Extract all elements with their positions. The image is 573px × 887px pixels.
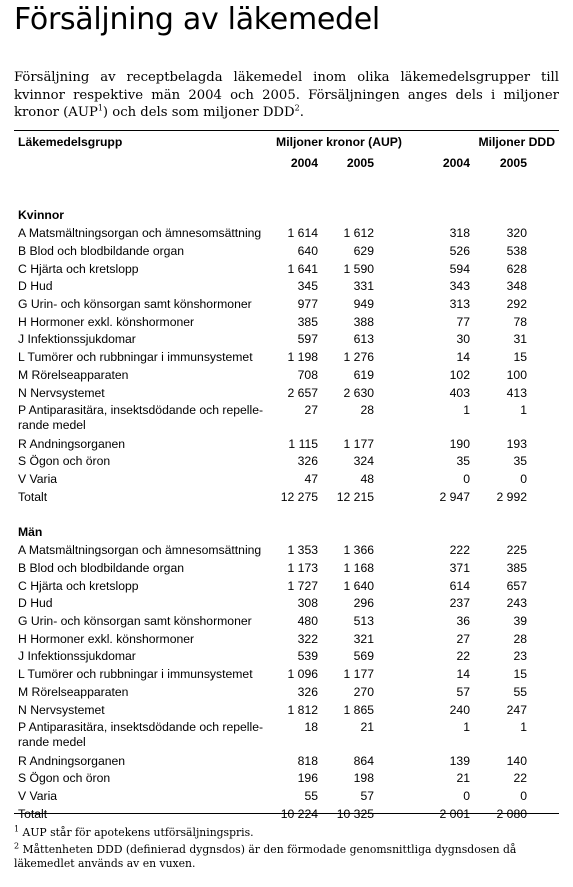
table-cell-ddd2005: 15 xyxy=(513,350,527,365)
table-cell-sek2004: 322 xyxy=(297,631,318,646)
row-group-label: C Hjärta och kretslopp xyxy=(18,261,139,276)
table-cell-sek2005: 1 168 xyxy=(343,560,374,575)
table-cell-ddd2004: 35 xyxy=(456,454,470,469)
table-cell-ddd2005: 193 xyxy=(506,436,527,451)
table-cell-sek2005: 21 xyxy=(360,720,374,735)
table-cell-ddd2005: 28 xyxy=(513,631,527,646)
row-group-label: A Matsmältningsorgan och ämnesomsättning xyxy=(18,543,262,558)
table-cell-ddd2005: 657 xyxy=(506,578,527,593)
row-group-label: N Nervsystemet xyxy=(18,702,105,717)
table-cell-ddd2004: 190 xyxy=(449,436,470,451)
table-cell-ddd2005: 538 xyxy=(506,243,527,258)
table-cell-ddd2005: 628 xyxy=(506,261,527,276)
total-cell-ddd2004: 2 001 xyxy=(439,806,470,821)
table-cell-sek2004: 640 xyxy=(297,243,318,258)
footnote-1 xyxy=(14,826,559,840)
row-group-label: G Urin- och könsorgan samt könshormoner xyxy=(18,297,252,311)
table-cell-sek2005: 1 366 xyxy=(343,543,374,558)
table-cell-ddd2004: 1 xyxy=(463,720,470,735)
row-group-label: C Hjärta och kretslopp xyxy=(18,578,139,593)
table-cell-ddd2005: 1 xyxy=(520,720,527,735)
table-cell-ddd2004: 240 xyxy=(449,702,470,717)
row-group-label: B Blod och blodbildande organ xyxy=(18,560,185,575)
table-cell-sek2005: 388 xyxy=(353,314,374,329)
table-cell-sek2004: 1 614 xyxy=(287,226,318,241)
table-cell-ddd2005: 413 xyxy=(506,385,527,400)
total-cell-sek2004: 10 224 xyxy=(280,806,318,821)
table-cell-sek2004: 539 xyxy=(297,649,318,664)
table-cell-ddd2004: 371 xyxy=(449,560,470,575)
row-group-label: P Antiparasitära, insektsdödande och repelle-rande medel xyxy=(18,720,264,750)
table-cell-sek2005: 1 865 xyxy=(343,702,374,717)
table-cell-sek2004: 27 xyxy=(304,403,318,418)
table-cell-sek2005: 1 590 xyxy=(343,261,374,276)
table-cell-ddd2004: 1 xyxy=(463,403,470,418)
table-cell-sek2004: 1 727 xyxy=(287,578,318,593)
table-cell-sek2004: 1 353 xyxy=(287,543,318,558)
table-cell-sek2005: 198 xyxy=(353,771,374,786)
table-cell-sek2004: 1 173 xyxy=(287,560,318,575)
table-cell-sek2005: 1 612 xyxy=(343,226,374,241)
table-cell-ddd2004: 14 xyxy=(456,667,470,682)
table-cell-ddd2005: 35 xyxy=(513,454,527,469)
row-group-label: J Infektionssjukdomar xyxy=(18,332,136,347)
column-header-sek-2005: 2005 xyxy=(346,156,374,170)
table-cell-sek2004: 55 xyxy=(304,789,318,803)
table-cell-sek2004: 1 641 xyxy=(287,261,318,276)
row-group-label: D Hud xyxy=(18,596,53,611)
table-cell-ddd2004: 77 xyxy=(456,314,470,329)
row-group-label: H Hormoner exkl. könshormoner xyxy=(18,631,195,646)
table-cell-sek2004: 708 xyxy=(297,367,318,382)
table-cell-sek2005: 331 xyxy=(353,279,374,294)
table-cell-ddd2005: 22 xyxy=(513,771,527,786)
footnote-mark-1: 1 xyxy=(14,824,20,834)
table-cell-ddd2004: 22 xyxy=(456,649,470,664)
table-cell-ddd2004: 0 xyxy=(463,472,470,486)
table-cell-sek2004: 326 xyxy=(297,684,318,699)
row-group-label: V Varia xyxy=(18,472,58,486)
table-cell-ddd2004: 14 xyxy=(456,350,470,365)
table-cell-ddd2005: 320 xyxy=(506,226,527,241)
table-cell-sek2005: 864 xyxy=(353,753,374,768)
table-cell-ddd2004: 57 xyxy=(456,684,470,699)
table-cell-sek2005: 270 xyxy=(353,684,374,699)
table-cell-sek2004: 196 xyxy=(297,771,318,786)
table-cell-sek2004: 977 xyxy=(297,297,318,311)
table-cell-ddd2005: 385 xyxy=(506,560,527,575)
total-cell-ddd2005: 2 080 xyxy=(496,806,527,821)
table-cell-ddd2005: 1 xyxy=(520,403,527,418)
row-group-label: L Tumörer och rubbningar i immunsystemet xyxy=(18,667,253,682)
table-cell-sek2005: 629 xyxy=(353,243,374,258)
intro-text-2: ) och dels som miljoner DDD xyxy=(102,105,295,120)
table-cell-sek2004: 385 xyxy=(297,314,318,329)
table-cell-ddd2004: 313 xyxy=(449,297,470,311)
total-cell-sek2005: 12 215 xyxy=(336,489,374,504)
row-group-label: J Infektionssjukdomar xyxy=(18,649,136,664)
table-cell-ddd2004: 102 xyxy=(449,367,470,382)
footnote-mark-2: 2 xyxy=(14,841,20,851)
total-row-label: Totalt xyxy=(18,806,48,821)
row-group-label: H Hormoner exkl. könshormoner xyxy=(18,314,195,329)
table-cell-ddd2004: 526 xyxy=(449,243,470,258)
table-cell-ddd2004: 318 xyxy=(449,226,470,241)
row-group-label: V Varia xyxy=(18,789,58,803)
table-cell-ddd2005: 0 xyxy=(520,789,527,803)
table-cell-ddd2004: 403 xyxy=(449,385,470,400)
table-cell-ddd2005: 31 xyxy=(513,332,527,347)
table-cell-ddd2005: 78 xyxy=(513,314,527,329)
table-cell-ddd2005: 292 xyxy=(506,297,527,311)
intro-text-3: . xyxy=(299,105,304,120)
table-cell-ddd2004: 222 xyxy=(449,543,470,558)
row-group-label: S Ögon och öron xyxy=(18,454,111,469)
table-cell-ddd2005: 225 xyxy=(506,543,527,558)
footnote-ref-1: 1 xyxy=(97,103,103,113)
table-cell-ddd2004: 30 xyxy=(456,332,470,347)
row-group-label: S Ögon och öron xyxy=(18,771,111,786)
row-group-label: N Nervsystemet xyxy=(18,385,105,400)
column-header-ddd: Miljoner DDD xyxy=(478,135,555,149)
table-top-rule xyxy=(14,130,559,131)
table-cell-sek2005: 513 xyxy=(353,614,374,628)
table-cell-ddd2004: 594 xyxy=(449,261,470,276)
table-cell-ddd2004: 0 xyxy=(463,789,470,803)
row-group-label: R Andningsorganen xyxy=(18,753,126,768)
row-group-label: D Hud xyxy=(18,279,53,294)
intro-text: Försäljning av receptbelagda läkemedel inom olika läkemedelsgrupper till kvinnor respektive män 2004 och 2005. Försäljningen anges dels i miljoner kronor (AUP xyxy=(14,70,559,120)
table-cell-ddd2005: 15 xyxy=(513,667,527,682)
row-group-label: M Rörelseapparaten xyxy=(18,684,129,699)
table-cell-sek2004: 308 xyxy=(297,596,318,611)
table-cell-ddd2005: 140 xyxy=(506,753,527,768)
table-cell-sek2005: 28 xyxy=(360,403,374,418)
row-group-label: G Urin- och könsorgan samt könshormoner xyxy=(18,614,252,628)
row-group-label: L Tumörer och rubbningar i immunsystemet xyxy=(18,350,253,365)
total-cell-sek2005: 10 325 xyxy=(336,806,374,821)
table-cell-ddd2004: 27 xyxy=(456,631,470,646)
table-cell-ddd2004: 139 xyxy=(449,753,470,768)
table-cell-sek2004: 1 812 xyxy=(287,702,318,717)
table-cell-ddd2005: 39 xyxy=(513,614,527,628)
table-cell-ddd2004: 36 xyxy=(456,614,470,628)
table-cell-sek2004: 326 xyxy=(297,454,318,469)
table-cell-sek2005: 57 xyxy=(360,789,374,803)
row-group-label: B Blod och blodbildande organ xyxy=(18,243,185,258)
table-cell-sek2005: 1 276 xyxy=(343,350,374,365)
table-cell-sek2005: 2 630 xyxy=(343,385,374,400)
table-bottom-rule xyxy=(14,813,559,814)
table-cell-sek2005: 569 xyxy=(353,649,374,664)
column-header-group: Läkemedelsgrupp xyxy=(18,135,123,149)
table-cell-sek2004: 597 xyxy=(297,332,318,347)
table-cell-sek2004: 345 xyxy=(297,279,318,294)
row-group-label: A Matsmältningsorgan och ämnesomsättning xyxy=(18,226,262,241)
column-header-sek: Miljoner kronor (AUP) xyxy=(276,135,402,149)
table-cell-ddd2005: 23 xyxy=(513,649,527,664)
table-cell-sek2004: 1 198 xyxy=(287,350,318,365)
page-title: Försäljning av läkemedel xyxy=(14,2,380,37)
footnote-text-2: Måttenheten DDD (definierad dygnsdos) är den förmodade genomsnittliga dygnsdosen då läkemedlet används av en vuxen. xyxy=(14,843,517,870)
row-group-label: R Andningsorganen xyxy=(18,436,126,451)
table-cell-ddd2005: 100 xyxy=(506,367,527,382)
table-cell-sek2005: 619 xyxy=(353,367,374,382)
table-cell-ddd2004: 343 xyxy=(449,279,470,294)
table-cell-ddd2005: 55 xyxy=(513,684,527,699)
table-cell-sek2005: 296 xyxy=(353,596,374,611)
column-header-ddd-2005: 2005 xyxy=(499,156,527,170)
total-row-label: Totalt xyxy=(18,489,48,504)
intro-paragraph xyxy=(14,69,559,122)
table-cell-ddd2004: 614 xyxy=(449,578,470,593)
row-group-label: P Antiparasitära, insektsdödande och repelle-rande medel xyxy=(18,403,264,433)
footnote-ref-2: 2 xyxy=(294,103,300,113)
table-cell-ddd2005: 243 xyxy=(506,596,527,611)
row-group-label: M Rörelseapparaten xyxy=(18,367,129,382)
table-cell-ddd2005: 348 xyxy=(506,279,527,294)
table-cell-sek2004: 1 096 xyxy=(287,667,318,682)
table-cell-sek2005: 1 177 xyxy=(343,436,374,451)
column-header-sek-2004: 2004 xyxy=(290,156,318,170)
section-heading: Kvinnor xyxy=(18,208,65,222)
footnote-2 xyxy=(14,843,559,871)
table-cell-sek2005: 1 640 xyxy=(343,578,374,593)
table-cell-ddd2005: 0 xyxy=(520,472,527,486)
table-cell-sek2005: 949 xyxy=(353,297,374,311)
table-cell-sek2004: 2 657 xyxy=(287,385,318,400)
table-cell-sek2004: 47 xyxy=(304,472,318,486)
footnote-text-1: AUP står för apotekens utförsäljningspris. xyxy=(22,826,254,839)
table-cell-ddd2004: 237 xyxy=(449,596,470,611)
table-cell-sek2005: 324 xyxy=(353,454,374,469)
column-header-ddd-2004: 2004 xyxy=(442,156,470,170)
table-cell-sek2004: 480 xyxy=(297,614,318,628)
section-heading: Män xyxy=(18,525,43,539)
table-cell-sek2005: 613 xyxy=(353,332,374,347)
table-cell-ddd2005: 247 xyxy=(506,702,527,717)
table-cell-sek2005: 1 177 xyxy=(343,667,374,682)
total-cell-sek2004: 12 275 xyxy=(280,489,318,504)
table-cell-ddd2004: 21 xyxy=(456,771,470,786)
table-cell-sek2005: 48 xyxy=(360,472,374,486)
total-cell-ddd2004: 2 947 xyxy=(439,489,470,504)
table-cell-sek2004: 818 xyxy=(297,753,318,768)
table-cell-sek2005: 321 xyxy=(353,631,374,646)
total-cell-ddd2005: 2 992 xyxy=(496,489,527,504)
table-cell-sek2004: 1 115 xyxy=(288,436,318,451)
table-cell-sek2004: 18 xyxy=(304,720,318,735)
